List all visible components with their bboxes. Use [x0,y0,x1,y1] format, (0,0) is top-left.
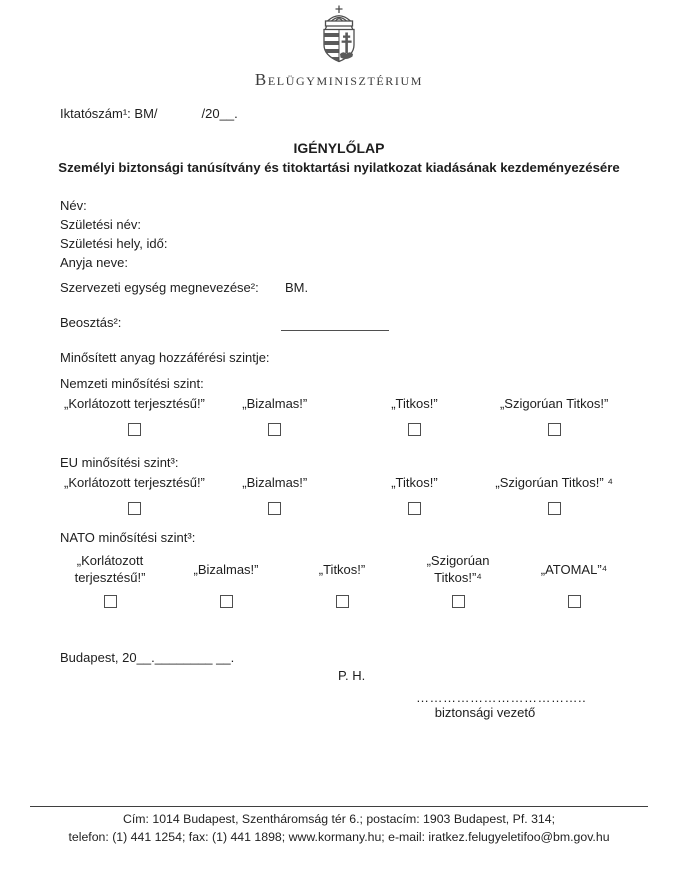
personal-fields [60,196,167,272]
org-unit-label: Szervezeti egység megnevezése²: [60,280,259,295]
eu-section-heading: EU minősítési szint³: [60,455,179,470]
option-label: „Bizalmas!” [242,396,308,411]
national-options-grid [64,396,624,436]
signature-title: biztonsági vezető [434,705,536,720]
option-label: „Korlátozott terjesztésű!” [74,553,146,585]
page-subtitle: Személyi biztonsági tanúsítvány és titoktartási nyilatkozat kiadásának kezdeményezésére [58,160,620,175]
nato-options-grid [52,551,632,608]
checkbox-eu-bizalmas[interactable] [268,502,281,515]
reference-suffix: /20__. [201,106,238,121]
eu-options-grid [64,475,624,515]
footer-divider [30,806,648,807]
footer [0,810,678,846]
option-eu-szigoruan-titkos [484,475,624,515]
page-title: IGÉNYLŐLAP [293,140,385,156]
checkbox-nato-bizalmas[interactable] [220,595,233,608]
option-national-korlatozott [64,396,205,436]
checkbox-nato-korlatozott[interactable] [104,595,117,608]
option-eu-titkos [345,475,485,515]
option-national-bizalmas [205,396,345,436]
stamp-placeholder: P. H. [338,668,366,683]
ministry-name: Belügyminisztérium [254,70,424,89]
checkbox-nato-szigoruan-titkos[interactable] [452,595,465,608]
checkbox-national-korlatozott[interactable] [128,423,141,436]
title-block [0,140,678,175]
footer-address: Cím: 1014 Budapest, Szentháromság tér 6.; postacím: 1903 Budapest, Pf. 314; [122,812,555,826]
option-eu-korlatozott [64,475,205,515]
field-label-mother-name: Anyja neve: [60,255,128,270]
checkbox-national-titkos[interactable] [408,423,421,436]
option-national-titkos [345,396,485,436]
checkbox-nato-atomal[interactable] [568,595,581,608]
field-label-name: Név: [60,198,87,213]
org-unit-value: BM. [285,280,309,295]
option-label: „Szigorúan Titkos!” ⁴ [495,475,613,490]
option-label: „Korlátozott terjesztésű!” [64,475,205,490]
option-label: „Bizalmas!” [193,561,259,577]
checkbox-eu-szigoruan-titkos[interactable] [548,502,561,515]
footer-contact: telefon: (1) 441 1254; fax: (1) 441 1898; www.kormany.hu; e-mail: iratkez.felugyeletifoo@bm.gov.hu [68,830,610,844]
field-label-birth-name: Születési név: [60,217,141,232]
checkbox-eu-titkos[interactable] [408,502,421,515]
option-label: „Szigorúan Titkos!” [499,396,609,411]
option-nato-szigoruan-titkos [400,551,516,608]
option-eu-bizalmas [205,475,345,515]
option-nato-bizalmas [168,551,284,608]
option-label: „Szigorúan Titkos!”⁴ [426,553,490,585]
option-label: „Titkos!” [318,561,366,577]
option-national-szigoruan-titkos [484,396,624,436]
checkbox-nato-titkos[interactable] [336,595,349,608]
signature-block [416,690,587,721]
position-label: Beosztás²: [60,315,122,330]
signature-line: ……………………………….. [416,690,587,705]
option-label: „ATOMAL”⁴ [540,561,608,577]
national-section-heading: Nemzeti minősítési szint: [60,376,204,391]
checkbox-national-szigoruan-titkos[interactable] [548,423,561,436]
field-label-birth-place-date: Születési hely, idő: [60,236,168,251]
coat-of-arms-logo [304,4,374,66]
position-blank-line[interactable] [281,330,389,331]
option-label: „Korlátozott terjesztésű!” [64,396,205,411]
option-label: „Titkos!” [391,475,438,490]
option-label: „Titkos!” [391,396,438,411]
reference-line [60,106,238,121]
date-line: Budapest, 20__.________ __. [60,650,235,665]
checkbox-eu-korlatozott[interactable] [128,502,141,515]
checkbox-national-bizalmas[interactable] [268,423,281,436]
reference-prefix: Iktatószám¹: BM/ [60,106,158,121]
option-nato-atomal [516,551,632,608]
option-nato-titkos [284,551,400,608]
nato-section-heading: NATO minősítési szint³: [60,530,196,545]
header-logo-block [0,4,678,90]
access-level-heading: Minősített anyag hozzáférési szintje: [60,350,270,365]
option-nato-korlatozott [52,551,168,608]
option-label: „Bizalmas!” [242,475,308,490]
